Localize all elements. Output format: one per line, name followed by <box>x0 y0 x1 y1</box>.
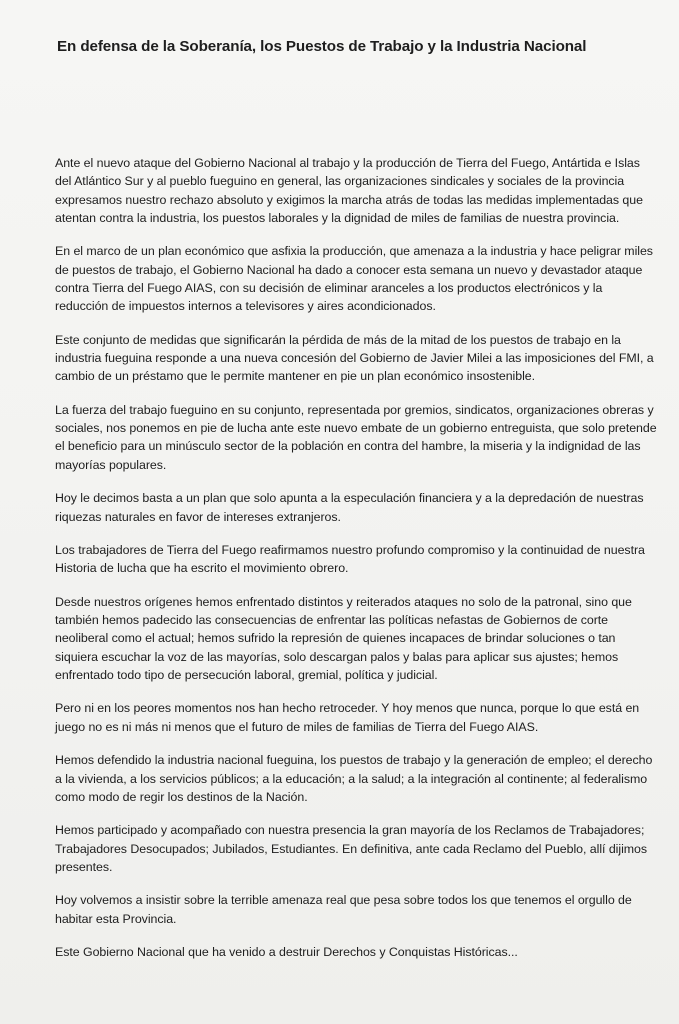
document-title: En defensa de la Soberanía, los Puestos de Trabajo y la Industria Nacional <box>57 38 587 55</box>
paragraph-10: Hemos participado y acompañado con nuestra presencia la gran mayoría de los Reclamos de Trabajadores; Trabajadores Desocupados; Jubilados, Estudiantes. En definitiva, ante cada Reclamo del Pueblo, allí dijimos presentes. <box>55 823 648 874</box>
paragraph-6: Los trabajadores de Tierra del Fuego reafirmamos nuestro profundo compromiso y la continuidad de nuestra Historia de lucha que ha escrito el movimiento obrero. <box>55 542 645 576</box>
paragraph-5: Hoy le decimos basta a un plan que solo apunta a la especulación financiera y a la depredación de nuestras riquezas naturales en favor de intereses extranjeros. <box>55 491 644 524</box>
paragraph-12: Este Gobierno Nacional que ha venido a destruir Derechos y Conquistas Históricas... <box>55 945 518 960</box>
document-body <box>55 154 658 977</box>
paragraph-3: Este conjunto de medidas que significarán la pérdida de más de la mitad de los puestos de trabajo en la industria fueguina responde a una nueva concesión del Gobierno de Javier Milei a las imposiciones del FMI, a cambio de un préstamo que le permite mantener en pie un plan económico insostenible. <box>55 332 654 384</box>
paragraph-8: Pero ni en los peores momentos nos han hecho retroceder. Y hoy menos que nunca, porque lo que está en juego no es ni más ni menos que el futuro de miles de familias de Tierra del Fuego AIAS. <box>55 701 640 734</box>
paragraph-9: Hemos defendido la industria nacional fueguina, los puestos de trabajo y la generación de empleo; el derecho a la vivienda, a los servicios públicos; a la educación; a la salud; a la integración al continente; al federalismo como modo de regir los destinos de la Nación. <box>55 753 653 804</box>
paragraph-4: La fuerza del trabajo fueguino en su conjunto, representada por gremios, sindicatos, organizaciones obreras y sociales, nos ponemos en pie de lucha ante este nuevo embate de un gobierno entreguista, que solo pretende el beneficio para un minúsculo sector de la población en contra del hambre, la miseria y la indignidad de las mayorías populares. <box>55 402 657 472</box>
paragraph-1: Ante el nuevo ataque del Gobierno Nacional al trabajo y la producción de Tierra del Fuego, Antártida e Islas del Atlántico Sur y al pueblo fueguino en general, las organizaciones sindicales y sociales de la provincia expresamos nuestro rechazo absoluto y exigimos la marcha atrás de todas las medidas implementadas que atentan contra la industria, los puestos laborales y la dignidad de miles de familias de nuestra provincia. <box>55 156 643 225</box>
paragraph-11: Hoy volvemos a insistir sobre la terrible amenaza real que pesa sobre todos los que tenemos el orgullo de habitar esta Provincia. <box>55 893 632 926</box>
paragraph-7: Desde nuestros orígenes hemos enfrentado distintos y reiterados ataques no solo de la patronal, sino que también hemos padecido las consecuencias de enfrentar las políticas nefastas de Gobiernos de corte neoliberal como el actual; hemos sufrido la represión de quienes incapaces de brindar soluciones o tan siquiera escuchar la voz de las mayorías, solo descargan palos y balas para aplicar sus ajustes; hemos enfrentado todo tipo de persecución laboral, gremial, política y judicial. <box>55 594 632 682</box>
paragraph-2: En el marco de un plan económico que asfixia la producción, que amenaza a la industria y hace peligrar miles de puestos de trabajo, el Gobierno Nacional ha dado a conocer esta semana un nuevo y devastador ataque contra Tierra del Fuego AIAS, con su decisión de eliminar aranceles a los productos electrónicos y la reducción de impuestos internos a televisores y aires acondicionados. <box>55 244 653 314</box>
